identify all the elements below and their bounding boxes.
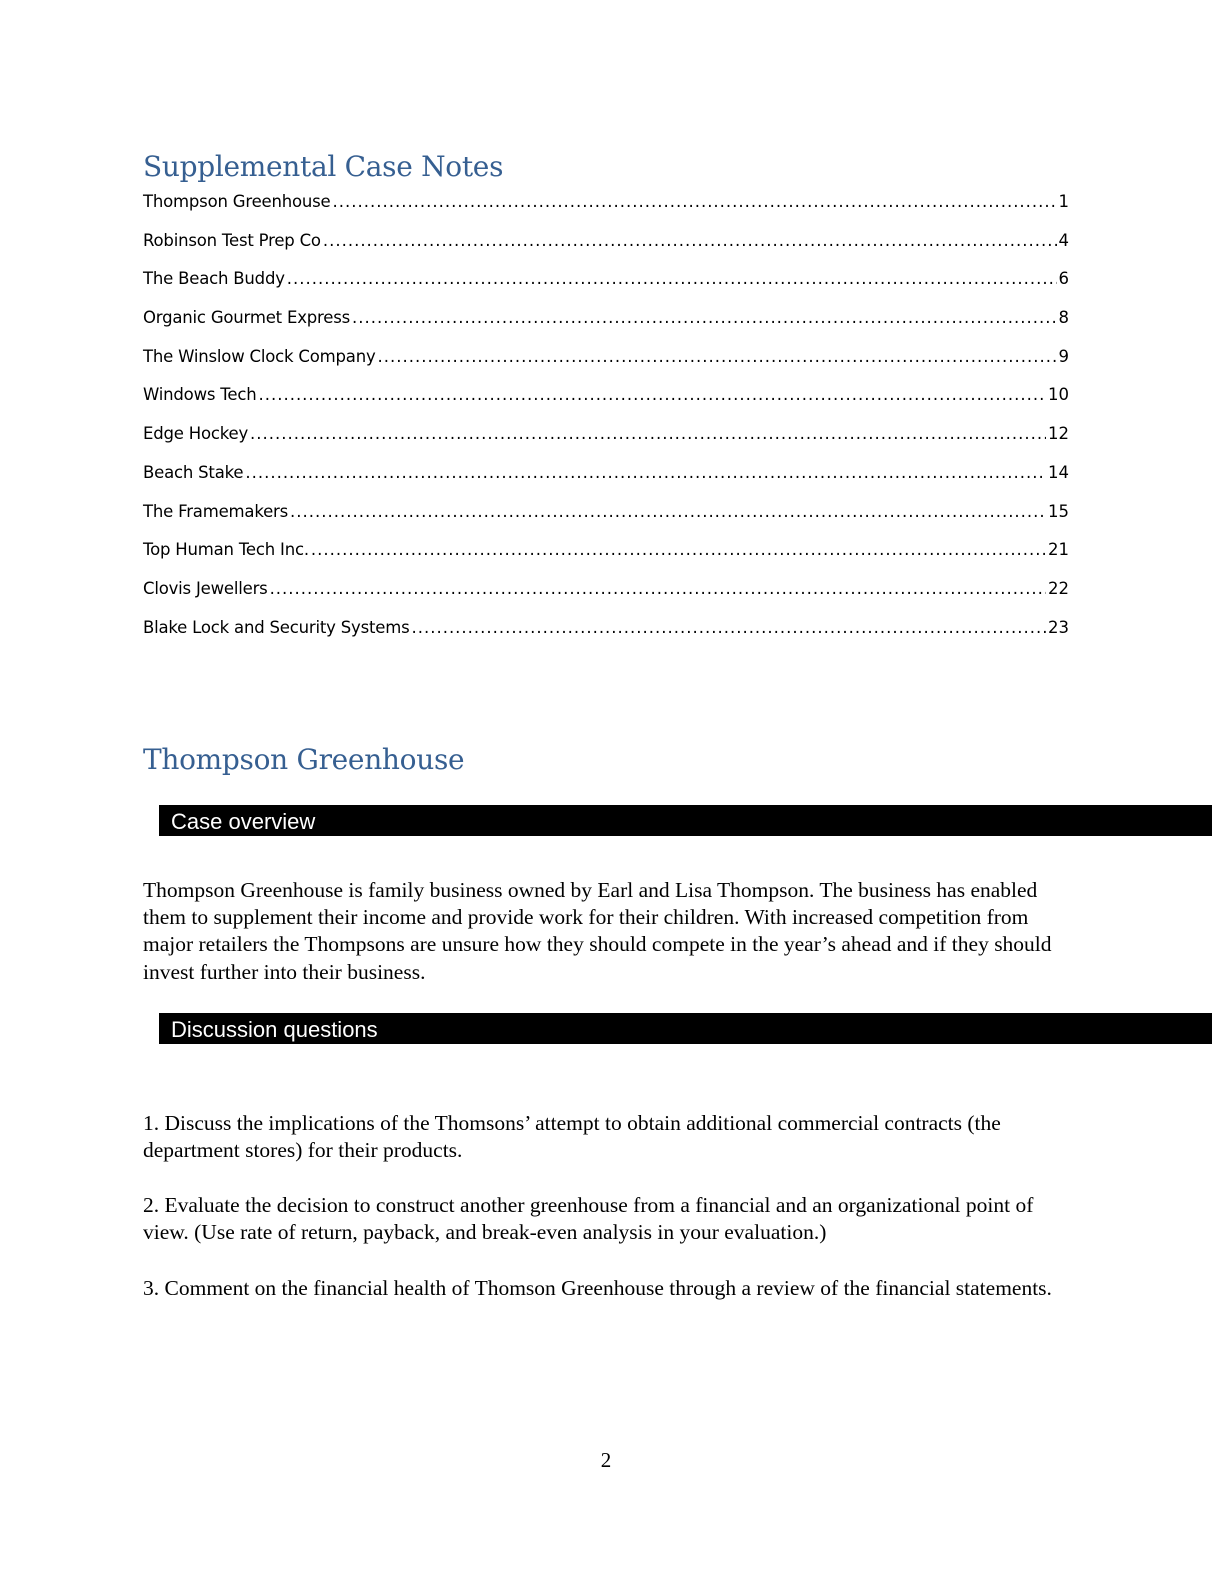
toc-entry-top-human-tech[interactable]: [143, 538, 1069, 577]
toc-entry-beach-stake[interactable]: [143, 461, 1069, 500]
toc-entry-page: 22: [1048, 578, 1069, 598]
discussion-question: 3. Comment on the financial health of Thomson Greenhouse through a review of the financial statements.: [143, 1276, 1052, 1300]
toc-entry-label: Top Human Tech Inc.: [143, 540, 309, 560]
toc-dot-leader: [287, 267, 1057, 291]
toc-dot-leader: [378, 345, 1057, 369]
toc-entry-label: Beach Stake: [143, 462, 244, 482]
toc-entry-label: Clovis Jewellers: [143, 578, 268, 598]
toc-dot-leader: [333, 190, 1057, 214]
toc-entry-label: Edge Hockey: [143, 424, 249, 444]
toc-dot-leader: [323, 229, 1057, 253]
section-heading-discussion-questions: Discussion questions: [159, 1013, 1212, 1044]
toc-entry-label: Organic Gourmet Express: [143, 308, 351, 328]
toc-entry-label: Thompson Greenhouse: [143, 192, 331, 211]
toc-title: Supplemental Case Notes: [143, 150, 504, 183]
toc-entry-page: 6: [1058, 269, 1069, 289]
page-number: 2: [600, 1448, 612, 1472]
toc-entry-label: Robinson Test Prep Co: [143, 230, 321, 250]
toc-dot-leader: [270, 577, 1046, 601]
toc-entry-label: The Winslow Clock Company: [143, 346, 376, 366]
section-heading-case-overview: Case overview: [159, 805, 1212, 836]
toc-entry-label: The Beach Buddy: [143, 269, 285, 289]
toc-entry-clovis-jewellers[interactable]: [143, 577, 1069, 616]
toc-entry-thompson-greenhouse[interactable]: [143, 190, 1069, 229]
toc-dot-leader: [290, 500, 1046, 524]
toc-entry-label: Windows Tech: [143, 385, 257, 405]
toc-entry-framemakers[interactable]: [143, 500, 1069, 539]
discussion-question: 1. Discuss the implications of the Thomsons’ attempt to obtain additional commercial contracts (the department stores) for their products.: [143, 1111, 1001, 1163]
toc-entry-blake-lock[interactable]: [143, 616, 1069, 655]
toc-dot-leader: [250, 422, 1046, 446]
toc-dot-leader: [258, 383, 1046, 407]
toc-entry-page: 12: [1048, 424, 1069, 444]
toc-dot-leader: [352, 306, 1056, 330]
toc-entry-label: The Framemakers: [143, 501, 289, 521]
toc-entry-windows-tech[interactable]: [143, 383, 1069, 422]
toc-entry-organic-gourmet-express[interactable]: [143, 306, 1069, 345]
toc-dot-leader: [311, 538, 1046, 562]
toc-entry-edge-hockey[interactable]: [143, 422, 1069, 461]
toc-entry-page: 9: [1058, 346, 1069, 366]
discussion-question: 2. Evaluate the decision to construct another greenhouse from a financial and an organizational point of view. (Use rate of return, payback, and break-even analysis in your evaluation.): [143, 1193, 1034, 1245]
toc-entry-winslow-clock[interactable]: [143, 345, 1069, 384]
toc-entry-robinson-test-prep[interactable]: [143, 229, 1069, 268]
toc-entry-page: 8: [1058, 308, 1069, 328]
case-title: Thompson Greenhouse: [143, 743, 465, 776]
toc-entry-page: 4: [1058, 230, 1069, 250]
table-of-contents: [143, 190, 1069, 654]
toc-entry-page: 23: [1048, 617, 1069, 637]
toc-entry-page: 1: [1058, 192, 1069, 211]
toc-dot-leader: [245, 461, 1046, 485]
toc-entry-label: Blake Lock and Security Systems: [143, 617, 410, 637]
case-overview-text: Thompson Greenhouse is family business owned by Earl and Lisa Thompson. The business has enabled them to supplement their income and provide work for their children. With increased competition from major retailers the Thompsons are unsure how they should compete in the year’s ahead and if they should invest further into their business.: [143, 878, 1052, 984]
toc-entry-page: 15: [1048, 501, 1069, 521]
toc-entry-beach-buddy[interactable]: [143, 267, 1069, 306]
toc-entry-page: 10: [1048, 385, 1069, 405]
toc-entry-page: 21: [1048, 540, 1069, 560]
toc-entry-page: 14: [1048, 462, 1069, 482]
toc-dot-leader: [411, 616, 1046, 640]
